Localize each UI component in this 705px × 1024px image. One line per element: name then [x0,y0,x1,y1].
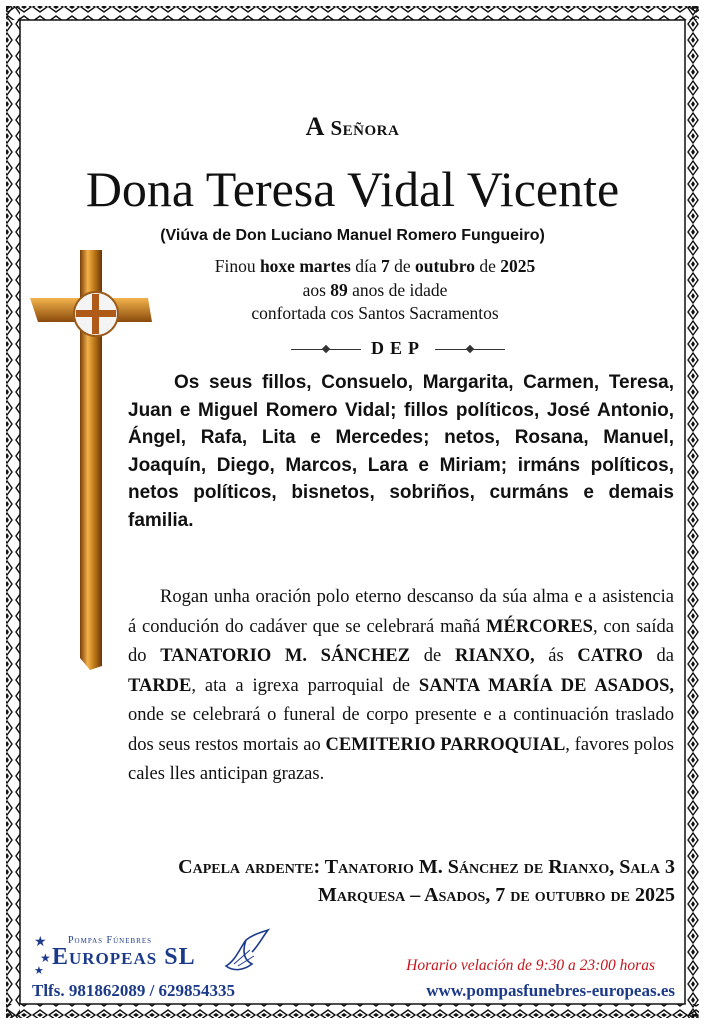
heading-title: Señora [330,116,400,140]
dep-label: DEP [371,338,425,358]
prayer-paragraph: Rogan unha oración polo eterno descanso da súa alma e a asistencia á condución do cadáver que se celebrará mañá MÉRCORES, con saída do TANATORIO M. SÁNCHEZ de RIANXO, ás CATRO da TARDE, ata a igrexa parroquial de SANTA MARÍA DE ASADOS, onde se celebrará o funeral de corpo presente e a continuación traslado dos seus restos mortais ao CEMITERIO PARROQUIAL, favores polos cales lles anticipan grazas. [128,587,674,784]
website-link[interactable]: www.pompasfunebres-europeas.es [426,981,675,1000]
divider-left [291,349,361,350]
wake-label: Capela ardente: [178,856,321,878]
death-line-3: confortada cos Santos Sacramentos [251,303,499,323]
svg-text:★: ★ [40,951,51,965]
company-name: Europeas SL [52,944,196,970]
wake-date: Marquesa – Asados, 7 de outubro de 2025 [317,884,675,906]
svg-text:★: ★ [34,935,47,950]
dove-icon [226,930,268,970]
wake-place: Tanatorio M. Sánchez de Rianxo, Sala 3 [324,856,675,878]
heading [0,112,705,142]
heading-prefix: A [305,112,324,141]
svg-text:★: ★ [34,965,44,977]
wake-info [178,853,675,909]
death-line-2: aos 89 anos de idade [302,280,448,300]
phone-numbers: Tlfs. 981862089 / 629854335 [32,981,236,1000]
family-list: Os seus fillos, Consuelo, Margarita, Carmen, Teresa, Juan e Miguel Romero Vidal; fillos políticos, José Antonio, Ángel, Rafa, Lita e Mercedes; netos, Rosana, Manuel, Joaquín, Diego, Marcos, Lara e Miriam; irmáns políticos, netos políticos, bisnetos, sobriños, curmáns e demais familia. [128,372,674,531]
widow-note: (Viúva de Don Luciano Manuel Romero Fungueiro) [160,227,545,244]
company-tagline: Pompas Fúnebres [68,935,152,946]
death-line-1: Finou hoxe martes día 7 de outubro de 2025 [214,256,536,276]
dep-divider [268,338,528,359]
wake-schedule: Horario velación de 9:30 a 23:00 horas [406,957,655,974]
deceased-name: Dona Teresa Vidal Vicente [85,161,620,217]
divider-right [435,349,505,350]
